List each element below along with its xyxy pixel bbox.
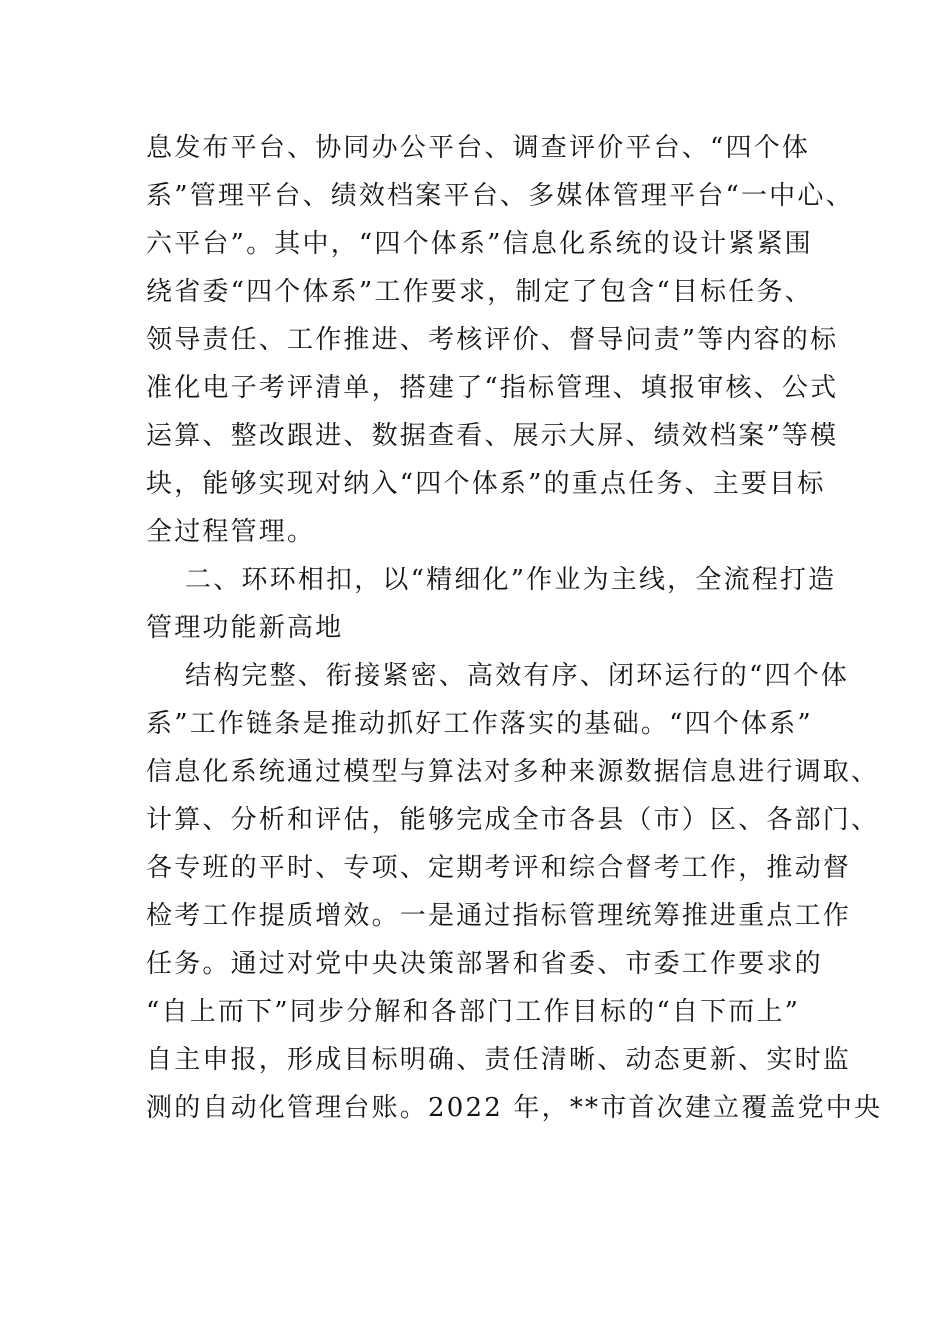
text-line: 六平台”。其中，“四个体系”信息化系统的设计紧紧围: [146, 229, 813, 259]
section-heading: 管理功能新高地: [146, 613, 344, 643]
text-line: 结构完整、衔接紧密、高效有序、闭环运行的“四个体: [185, 661, 850, 691]
text-line: 息发布平台、协同办公平台、调查评价平台、“四个体: [146, 133, 811, 163]
section-heading: 二、环环相扣，以“精细化”作业为主线，全流程打造: [185, 565, 837, 595]
text-line: 绕省委“四个体系”工作要求，制定了包含“目标任务、: [146, 277, 813, 307]
text-line: 块，能够实现对纳入“四个体系”的重点任务、主要目标: [146, 469, 826, 499]
text-line: 计算、分析和评估，能够完成全市各县（市）区、各部门、: [146, 805, 880, 835]
text-line: 运算、整改跟进、数据查看、展示大屏、绩效档案”等模: [146, 421, 839, 451]
text-line: 检考工作提质增效。一是通过指标管理统筹推进重点工作: [146, 901, 852, 931]
text-line: 准化电子考评清单，搭建了“指标管理、填报审核、公式: [146, 373, 839, 403]
text-line: 各专班的平时、专项、定期考评和综合督考工作，推动督: [146, 853, 852, 883]
text-line: 自主申报，形成目标明确、责任清晰、动态更新、实时监: [146, 1045, 852, 1075]
text-line: 领导责任、工作推进、考核评价、督导问责”等内容的标: [146, 325, 839, 355]
text-line: “自上而下”同步分解和各部门工作目标的“自下而上”: [146, 997, 801, 1027]
text-line: 全过程管理。: [146, 517, 316, 547]
text-line: 系”工作链条是推动抓好工作落实的基础。“四个体系”: [146, 709, 813, 739]
text-line: 系”管理平台、绩效档案平台、多媒体管理平台“一中心、: [146, 181, 854, 211]
text-line: 信息化系统通过模型与算法对多种来源数据信息进行调取、: [146, 757, 880, 787]
text-line: 测的自动化管理台账。2022 年，**市首次建立覆盖党中央: [146, 1093, 883, 1123]
text-line: 任务。通过对党中央决策部署和省委、市委工作要求的: [146, 949, 823, 979]
